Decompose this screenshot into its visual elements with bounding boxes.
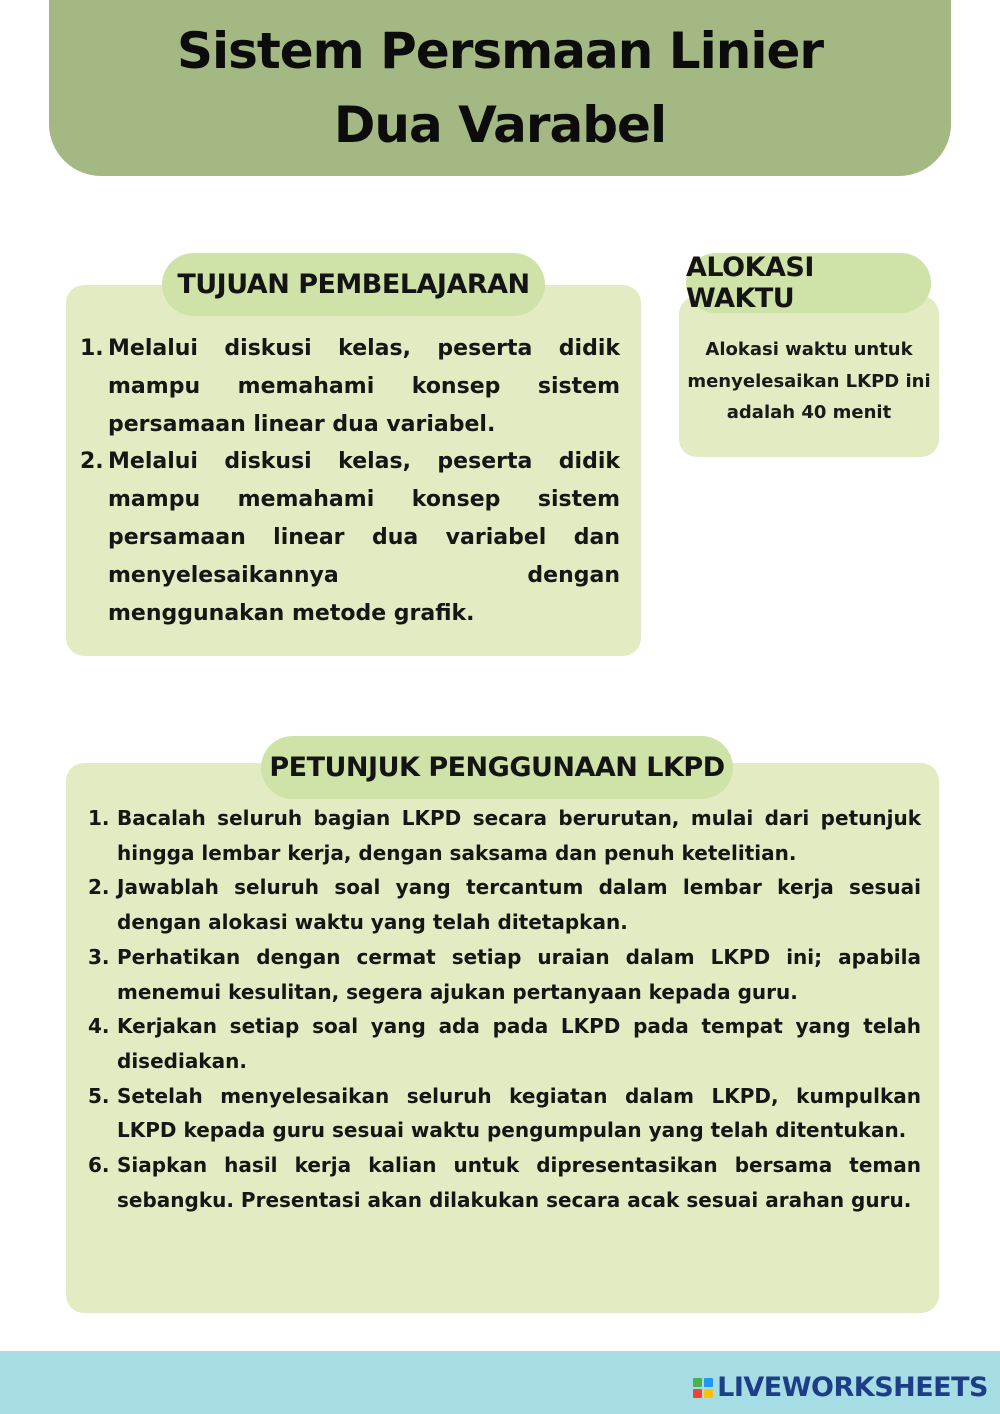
list-item: [88, 1079, 921, 1148]
list-item-number: 2.: [80, 449, 104, 475]
time-allocation-text: Alokasi waktu untuk menyelesaikan LKPD ini adalah 40 menit: [687, 339, 931, 423]
instructions-heading: PETUNJUK PENGGUNAAN LKPD: [261, 736, 733, 799]
list-item-number: 1.: [88, 806, 110, 830]
instructions-list: [88, 801, 921, 1217]
page-title-line-2: Dua Varabel: [333, 96, 667, 154]
liveworksheets-brand[interactable]: [693, 1372, 988, 1403]
list-item-text: Bacalah seluruh bagian LKPD secara berurutan, mulai dari petunjuk hingga lembar kerja, dengan saksama dan penuh ketelitian.: [117, 806, 921, 865]
list-item-text: Jawablah seluruh soal yang tercantum dalam lembar kerja sesuai dengan alokasi waktu yang telah ditetapkan.: [117, 875, 921, 935]
list-item-text: Setelah menyelesaikan seluruh kegiatan dalam LKPD, kumpulkan LKPD kepada guru sesuai waktu pengumpulan yang telah ditentukan.: [117, 1083, 921, 1143]
list-item-number: 1.: [80, 336, 104, 361]
list-item-number: 5.: [88, 1083, 110, 1108]
objectives-list: [80, 330, 620, 632]
list-item-number: 3.: [88, 944, 110, 969]
list-item: [80, 443, 620, 632]
objectives-heading: TUJUAN PEMBELAJARAN: [162, 253, 545, 316]
list-item: [88, 870, 921, 939]
list-item: [88, 1148, 921, 1217]
list-item-text: Melalui diskusi kelas, peserta didik mampu memahami konsep sistem persamaan linear dua variabel dan menyelesaikannya dengan menggunakan metode grafik.: [108, 449, 620, 626]
list-item-text: Perhatikan dengan cermat setiap uraian dalam LKPD ini; apabila menemui kesulitan, segera ajukan pertanyaan kepada guru.: [117, 944, 921, 1004]
time-allocation-heading: ALOKASI WAKTU: [686, 253, 931, 313]
title-banner: [49, 0, 951, 176]
list-item-text: Melalui diskusi kelas, peserta didik mampu memahami konsep sistem persamaan linear dua variabel.: [108, 336, 620, 437]
list-item-text: Siapkan hasil kerja kalian untuk dipresentasikan bersama teman sebangku. Presentasi akan dilakukan secara acak sesuai arahan guru.: [117, 1153, 921, 1212]
list-item-number: 6.: [88, 1153, 110, 1178]
logo-square-icon: [693, 1378, 702, 1387]
liveworksheets-logo-icon: [693, 1378, 713, 1398]
list-item: [88, 801, 921, 870]
list-item-number: 4.: [88, 1014, 110, 1039]
brand-name: LIVEWORKSHEETS: [717, 1372, 988, 1403]
logo-square-icon: [704, 1378, 713, 1387]
page-title-line-1: Sistem Persmaan Linier: [176, 22, 824, 80]
list-item: [88, 940, 921, 1009]
logo-square-icon: [704, 1389, 713, 1398]
logo-square-icon: [693, 1389, 702, 1398]
list-item: [80, 330, 620, 443]
list-item: [88, 1009, 921, 1078]
list-item-number: 2.: [88, 875, 110, 900]
list-item-text: Kerjakan setiap soal yang ada pada LKPD pada tempat yang telah disediakan.: [117, 1014, 921, 1073]
